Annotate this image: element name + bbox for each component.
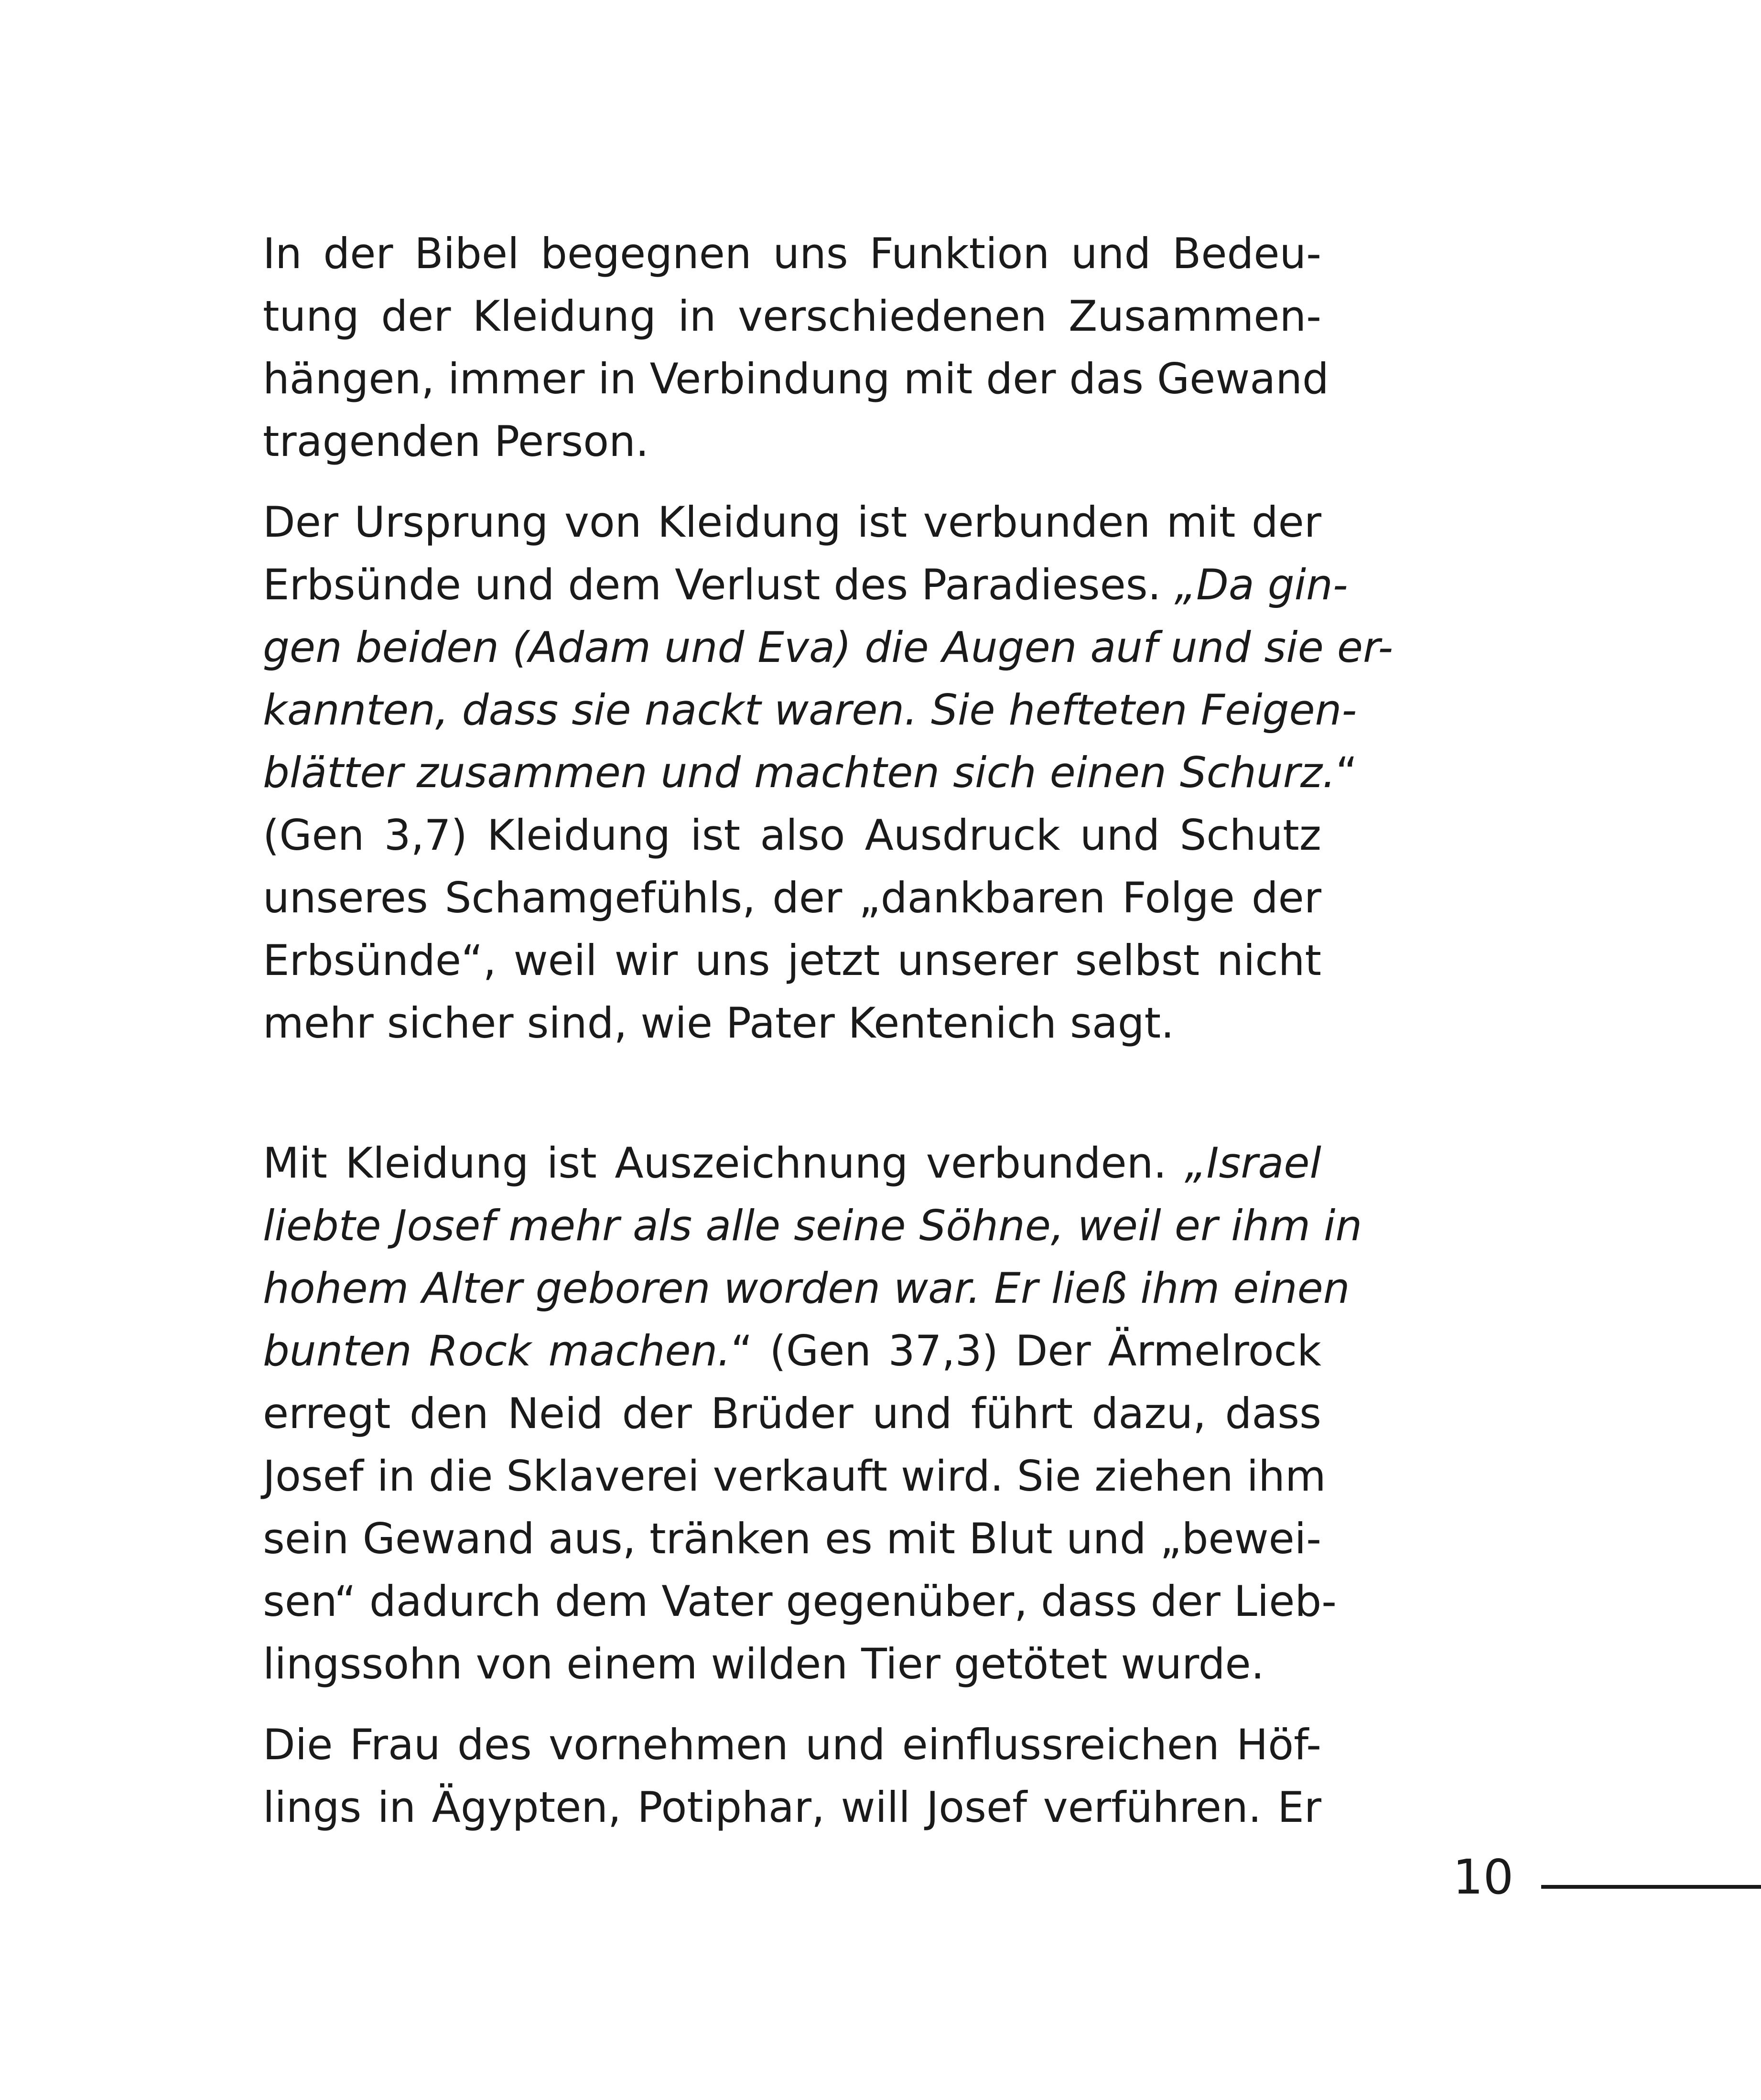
- page-number-rule: [1541, 1885, 1761, 1889]
- text-segment: Mit Kleidung ist Auszeichnung verbunden.: [263, 1138, 1185, 1188]
- quote-segment: bunten Rock machen.: [263, 1326, 731, 1375]
- text-line: mehr sicher sind, wie Pater Kentenich sagt.: [263, 998, 1175, 1048]
- page-body: [263, 222, 1394, 1839]
- text-line: Der Ursprung von Kleidung ist verbunden mit der: [263, 498, 1321, 547]
- quote-line: kannten, dass sie nackt waren. Sie hefteten Feigen-: [263, 685, 1357, 735]
- text-line: (Gen 3,7) Kleidung ist also Ausdruck und Schutz: [263, 811, 1321, 860]
- text-line: In der Bibel begegnen uns Funktion und Bedeu-: [263, 229, 1321, 278]
- text-line: [263, 553, 1348, 616]
- text-line: lings in Ägypten, Potiphar, will Josef verführen. Er: [263, 1783, 1321, 1832]
- text-line: lingssohn von einem wilden Tier getötet wurde.: [263, 1639, 1264, 1689]
- text-line: Erbsünde“, weil wir uns jetzt unserer selbst nicht: [263, 936, 1321, 985]
- paragraph-bible-clothing-intro: [263, 222, 1329, 473]
- paragraph-joseph-coat: [263, 1132, 1362, 1695]
- text-line: [263, 741, 1358, 804]
- text-line: Josef in die Sklaverei verkauft wird. Sie ziehen ihm: [263, 1451, 1326, 1501]
- text-line: tung der Kleidung in verschiedenen Zusammen-: [263, 292, 1321, 341]
- text-line: erregt den Neid der Brüder und führt dazu, dass: [263, 1389, 1321, 1438]
- page-number: 10: [1453, 1849, 1514, 1905]
- text-segment: Erbsünde und dem Verlust des Paradieses.: [263, 560, 1175, 609]
- text-line: [263, 1132, 1321, 1194]
- quote-line: liebte Josef mehr als alle seine Söhne, weil er ihm in: [263, 1201, 1362, 1250]
- text-line: [263, 1320, 1321, 1382]
- quote-line: hohem Alter geboren worden war. Er ließ ihm einen: [263, 1264, 1350, 1313]
- text-line: tragenden Person.: [263, 417, 649, 466]
- text-line: hängen, immer in Verbindung mit der das Gewand: [263, 354, 1329, 403]
- paragraph-potiphar: [263, 1713, 1321, 1839]
- quote-line: gen beiden (Adam und Eva) die Augen auf und sie er-: [263, 623, 1394, 672]
- text-line: unseres Schamgefühls, der „dankbaren Folge der: [263, 873, 1321, 922]
- text-line: sein Gewand aus, tränken es mit Blut und „bewei-: [263, 1514, 1321, 1563]
- quote-segment: „Da gin-: [1174, 560, 1348, 609]
- quote-segment: „Israel: [1184, 1138, 1321, 1188]
- paragraph-origin-of-clothing: [263, 491, 1394, 1054]
- text-segment: “: [1336, 748, 1358, 797]
- text-line: Die Frau des vornehmen und einflussreichen Höf-: [263, 1720, 1321, 1769]
- quote-segment: blätter zusammen und machten sich einen Schurz.: [263, 748, 1336, 797]
- text-line: sen“ dadurch dem Vater gegenüber, dass der Lieb-: [263, 1577, 1337, 1626]
- text-segment: “ (Gen 37,3) Der Ärmelrock: [731, 1326, 1321, 1375]
